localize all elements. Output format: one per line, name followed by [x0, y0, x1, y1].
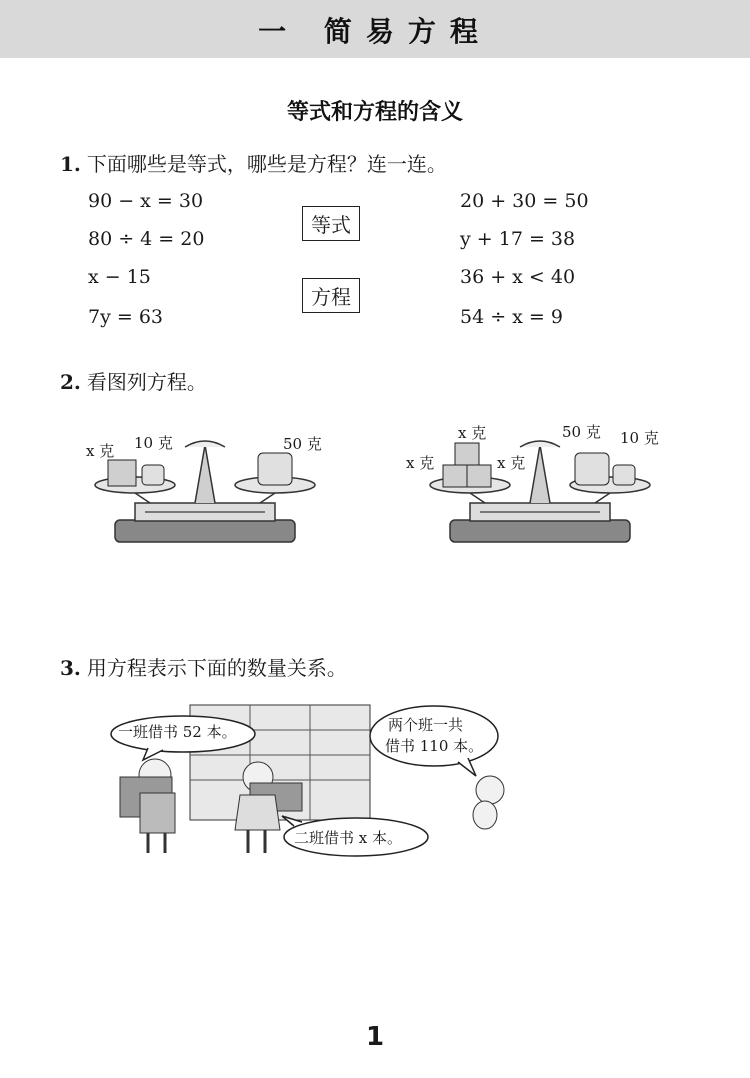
- page-number: 1: [365, 1022, 385, 1052]
- question-3-text: 用方程表示下面的数量关系。: [86, 656, 347, 680]
- right-expr-3: 36 + x < 40: [460, 266, 576, 288]
- cube-x-top: [455, 443, 479, 465]
- bubble-3-text: 二班借书 x 本。: [294, 829, 402, 847]
- section-title: 等式和方程的含义: [286, 100, 463, 125]
- scale2-top-label: x 克: [458, 424, 487, 442]
- scale2-weight-a-label: 50 克: [562, 423, 601, 441]
- weight-10: [142, 465, 164, 485]
- box-equation: 方程: [302, 278, 360, 313]
- scale2-left-label: x 克: [406, 454, 435, 472]
- right-expr-2: y + 17 = 38: [460, 228, 576, 250]
- weight-10b: [613, 465, 635, 485]
- question-3-number: 3.: [60, 656, 81, 680]
- scale1-weight-label: 10 克: [134, 434, 173, 452]
- bubble-2-line1: 两个班一共: [388, 716, 464, 734]
- weight-50b: [575, 453, 609, 485]
- weight-50: [258, 453, 292, 485]
- left-expr-3: x − 15: [88, 266, 151, 288]
- scale1-right-label: 50 克: [283, 435, 322, 453]
- cube-x-left: [443, 465, 467, 487]
- scale2-right-label: x 克: [497, 454, 526, 472]
- bubble-2-line2: 借书 110 本。: [385, 737, 484, 755]
- question-1-text: 下面哪些是等式，哪些是方程？连一连。: [86, 152, 447, 176]
- question-2: [60, 366, 207, 395]
- question-3: [60, 652, 347, 681]
- cube-x-right: [467, 465, 491, 487]
- box-equality: 等式: [302, 206, 360, 241]
- left-expr-2: 80 ÷ 4 = 20: [88, 228, 205, 250]
- question-1-number: 1.: [60, 152, 81, 176]
- question-1: [60, 148, 447, 177]
- bubble-1-text: 一班借书 52 本。: [118, 723, 237, 741]
- right-expr-1: 20 + 30 = 50: [460, 190, 589, 212]
- scale2-weight-b-label: 10 克: [620, 429, 659, 447]
- question-2-text: 看图列方程。: [86, 370, 207, 394]
- scale1-block-label: x 克: [86, 442, 115, 460]
- question-2-number: 2.: [60, 370, 81, 394]
- cube-x: [108, 460, 136, 486]
- right-expr-4: 54 ÷ x = 9: [460, 306, 563, 328]
- left-expr-4: 7y = 63: [88, 306, 163, 328]
- left-expr-1: 90 − x = 30: [88, 190, 204, 212]
- chapter-title: 一 简易方程: [258, 15, 492, 48]
